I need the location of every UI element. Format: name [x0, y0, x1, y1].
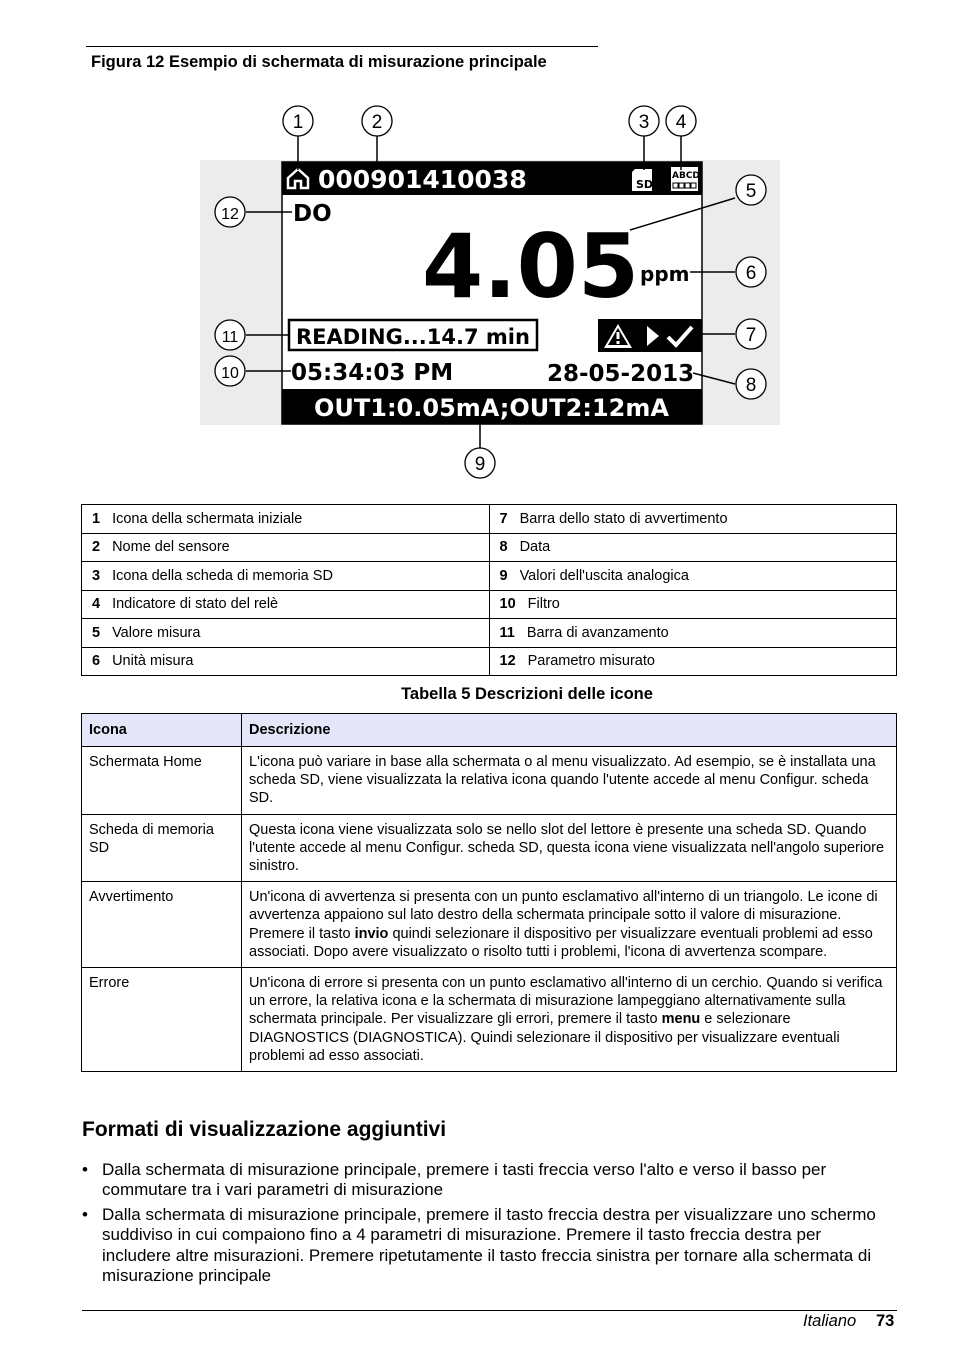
list-item: • Dalla schermata di misurazione principale, premere i tasti freccia verso l'alto e verso il basso per commutare tra i vari parametri di misurazione — [82, 1160, 827, 1200]
icon-name-cell: Avvertimento — [82, 882, 242, 968]
callout-12: 12 — [221, 206, 239, 223]
legend-cell: 9 Valori dell'uscita analogica — [489, 562, 897, 591]
description-cell: Un'icona di errore si presenta con un punto esclamativo all'interno di un cerchio. Quando si verifica un errore, la relativa icona e la schermata di misurazione lampeggiano alternativamente sulla schermata principale. Per visualizzare gli errori, premere il tasto menu e selezionare DIAGNOSTICS (DIAGNOSTICA). Quindi selezionare il dispositivo per visualizzare eventuali problemi ad esso associati. — [242, 968, 897, 1072]
legend-cell: 6 Unità misura — [82, 647, 490, 676]
footer-rule — [82, 1310, 897, 1311]
list-item: • Dalla schermata di misurazione principale, premere il tasto freccia destra per visualizzare uno schermo suddiviso in cui compaiono fino a 4 parametri di misurazione. Premere il tasto freccia destra per includere altre misurazioni. Premere ripetutamente il tasto freccia sinistra per tornare alla schermata di misurazione principale — [82, 1204, 876, 1286]
table-row — [82, 882, 897, 968]
description-cell: Un'icona di avvertenza si presenta con un punto esclamativo all'interno di un triangolo. Le icone di avvertenza appaiono sul lato destro della schermata principale sotto il valore di misurazione. Premere il tasto invio quindi selezionare il dispositivo per visualizzare eventuali problemi ad esso associati. Dopo avere visualizzato o risolto tutti i problemi, l'icona di avvertenza scompare. — [242, 882, 897, 968]
column-header-description: Descrizione — [242, 714, 897, 747]
callout-7: 7 — [745, 325, 757, 346]
table-row — [82, 647, 897, 676]
table-row — [82, 968, 897, 1072]
screen-title: 000901410038 — [318, 165, 527, 194]
icon-name-cell: Scheda di memoria SD — [82, 814, 242, 882]
callout-9: 9 — [474, 454, 486, 475]
callout-4: 4 — [675, 112, 687, 133]
screen-output: OUT1:0.05mA;OUT2:12mA — [314, 394, 669, 422]
icons-description-table — [81, 713, 897, 1072]
table-row — [82, 590, 897, 619]
svg-text:SD: SD — [636, 178, 654, 191]
icon-name-cell: Schermata Home — [82, 747, 242, 815]
progress-text: READING...14.7 min — [296, 325, 530, 349]
relay-status-icon — [671, 167, 700, 191]
bullet-list — [82, 1160, 892, 1290]
icon-name-cell: Errore — [82, 968, 242, 1072]
callout-3: 3 — [638, 112, 650, 133]
table-row — [82, 562, 897, 591]
legend-cell: 3 Icona della scheda di memoria SD — [82, 562, 490, 591]
description-cell: L'icona può variare in base alla schermata o al menu visualizzato. Ad esempio, se è installata una scheda SD, viene visualizzata la relativa icona quando l'utente accede al menu Configur. scheda SD. — [242, 747, 897, 815]
screen-time: 05:34:03 PM — [291, 360, 454, 386]
table-row — [82, 619, 897, 648]
callout-8: 8 — [745, 375, 757, 396]
table-header-row — [82, 714, 897, 747]
column-header-icon: Icona — [82, 714, 242, 747]
table-row — [82, 814, 897, 882]
figure-caption: Figura 12 Esempio di schermata di misurazione principale — [91, 53, 547, 71]
legend-cell: 10 Filtro — [489, 590, 897, 619]
table-row — [82, 747, 897, 815]
callout-6: 6 — [745, 263, 757, 284]
legend-cell: 8 Data — [489, 533, 897, 562]
screen-date: 28-05-2013 — [547, 361, 695, 387]
measurement-screen-diagram — [200, 100, 780, 485]
table-title: Tabella 5 Descrizioni delle icone — [401, 685, 653, 703]
legend-cell: 11 Barra di avanzamento — [489, 619, 897, 648]
screen-value: 4.05 — [422, 215, 640, 318]
svg-text:ABCD: ABCD — [672, 171, 700, 181]
table-row — [82, 505, 897, 534]
callout-2: 2 — [371, 112, 383, 133]
page-number: 73 — [876, 1312, 895, 1330]
sd-card-icon — [632, 169, 653, 191]
screen-unit: ppm — [640, 262, 690, 286]
table-row — [82, 533, 897, 562]
screen-parameter: DO — [293, 201, 332, 227]
legend-cell: 2 Nome del sensore — [82, 533, 490, 562]
figure-top-rule — [86, 46, 598, 47]
callout-10: 10 — [221, 365, 239, 382]
footer-language: Italiano — [803, 1312, 857, 1330]
callout-5: 5 — [745, 181, 757, 202]
callout-11: 11 — [221, 329, 239, 346]
legend-cell: 5 Valore misura — [82, 619, 490, 648]
legend-cell: 7 Barra dello stato di avvertimento — [489, 505, 897, 534]
description-cell: Questa icona viene visualizzata solo se nello slot del lettore è presente una scheda SD. Quando l'utente accede al menu Configur. scheda SD, questa icona viene visualizzata nell'angolo superiore sinistro. — [242, 814, 897, 882]
legend-cell: 4 Indicatore di stato del relè — [82, 590, 490, 619]
legend-cell: 12 Parametro misurato — [489, 647, 897, 676]
callout-1: 1 — [292, 112, 304, 133]
legend-cell: 1 Icona della schermata iniziale — [82, 505, 490, 534]
legend-table — [81, 504, 897, 676]
section-heading: Formati di visualizzazione aggiuntivi — [82, 1118, 447, 1141]
